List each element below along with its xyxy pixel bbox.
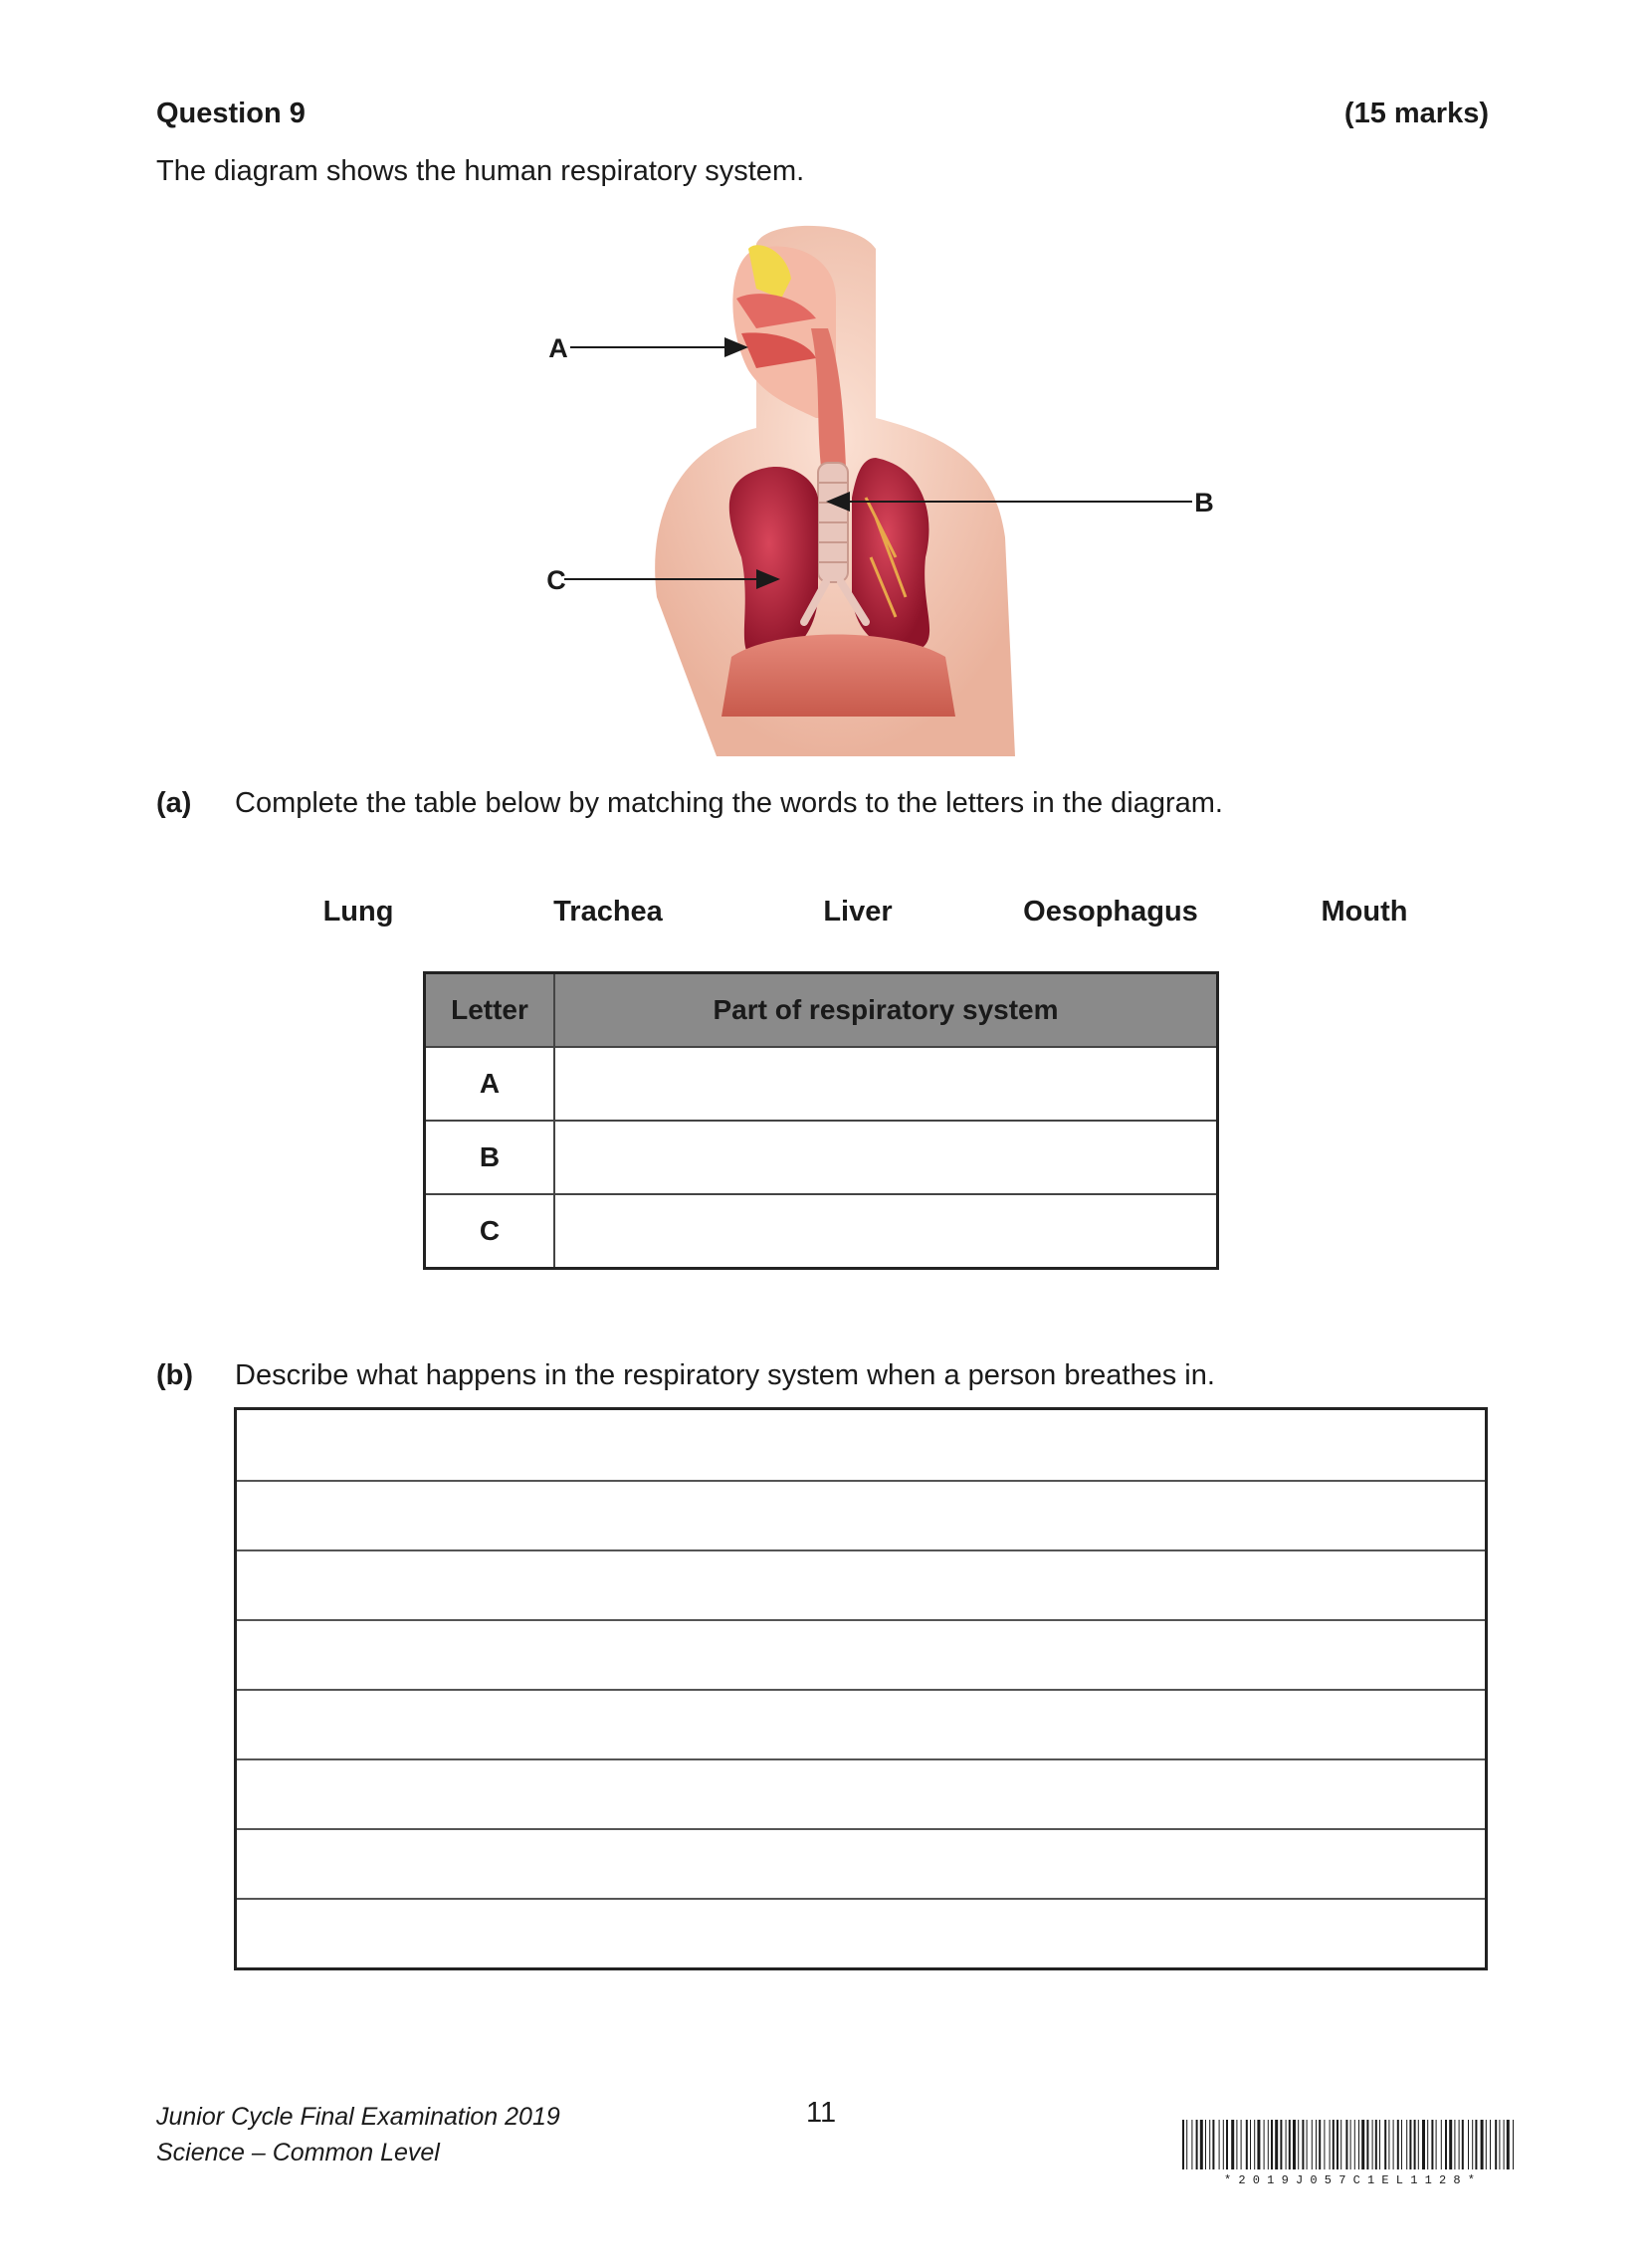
answer-writing-box[interactable] [234, 1407, 1488, 1970]
barcode-text: * 2 0 1 9 J 0 5 7 C 1 E L 1 1 2 8 * [1223, 2173, 1476, 2187]
respiratory-system-diagram [0, 0, 1646, 796]
barcode-bar [1490, 2120, 1491, 2169]
barcode-bar [1226, 2120, 1228, 2169]
barcode-bar [1200, 2120, 1203, 2169]
answer-table [423, 971, 1219, 1270]
page-number: 11 [806, 2097, 837, 2129]
answer-cell-c[interactable] [554, 1194, 1218, 1269]
barcode-bar [1205, 2120, 1206, 2169]
barcode-bar [1449, 2120, 1452, 2169]
table-row [425, 1121, 1218, 1194]
barcode-bar [1246, 2120, 1248, 2169]
row-letter: B [425, 1121, 555, 1194]
label-b: B [1194, 488, 1214, 517]
answer-line [237, 1619, 1485, 1621]
barcode-bar [1409, 2120, 1411, 2169]
barcode-bar [1231, 2120, 1234, 2169]
header-letter: Letter [425, 973, 555, 1048]
barcode-bar [1507, 2120, 1510, 2169]
barcode-bar [1293, 2120, 1296, 2169]
barcode-bar [1312, 2120, 1313, 2169]
part-a-label: (a) [156, 787, 192, 819]
barcode-bar [1340, 2120, 1341, 2169]
label-c: C [546, 565, 566, 595]
barcode-bar [1333, 2120, 1335, 2169]
barcode-bar [1414, 2120, 1416, 2169]
answer-line [237, 1689, 1485, 1691]
barcode-bar [1459, 2120, 1460, 2169]
barcode-bar [1330, 2120, 1331, 2169]
barcode-bar [1427, 2120, 1428, 2169]
barcode-bar [1372, 2120, 1373, 2169]
barcode-bar [1499, 2120, 1500, 2169]
word-oesophagus: Oesophagus [1023, 896, 1198, 928]
table-row [425, 1047, 1218, 1121]
barcode-bar [1298, 2120, 1299, 2169]
barcode [1180, 2118, 1519, 2187]
answer-line [237, 1828, 1485, 1830]
barcode-bar [1289, 2120, 1291, 2169]
barcode-bar [1271, 2120, 1273, 2169]
barcode-bar [1196, 2120, 1198, 2169]
barcode-bar [1397, 2120, 1399, 2169]
header-part: Part of respiratory system [554, 973, 1218, 1048]
answer-line [237, 1480, 1485, 1482]
question-intro: The diagram shows the human respiratory system. [156, 155, 805, 187]
barcode-bar [1454, 2120, 1455, 2169]
row-letter: A [425, 1047, 555, 1121]
barcode-bar [1366, 2120, 1368, 2169]
barcode-bar [1361, 2120, 1364, 2169]
answer-line [237, 1758, 1485, 1760]
row-letter: C [425, 1194, 555, 1269]
barcode-bar [1236, 2120, 1237, 2169]
barcode-bar [1275, 2120, 1278, 2169]
part-b-instruction: Describe what happens in the respiratory system when a person breathes in. [235, 1359, 1215, 1391]
barcode-bar [1191, 2120, 1192, 2169]
footer-exam-info [156, 2099, 560, 2170]
barcode-bar [1481, 2120, 1484, 2169]
barcode-bar [1182, 2120, 1184, 2169]
barcode-bar [1316, 2120, 1317, 2169]
barcode-bar [1486, 2120, 1487, 2169]
word-mouth: Mouth [1321, 896, 1408, 928]
word-liver: Liver [823, 896, 893, 928]
barcode-bar [1441, 2120, 1442, 2169]
barcode-bar [1472, 2120, 1473, 2169]
barcode-bar [1286, 2120, 1287, 2169]
barcode-bar [1250, 2120, 1251, 2169]
question-title: Question 9 [156, 98, 306, 129]
barcode-bar [1345, 2120, 1347, 2169]
answer-cell-a[interactable] [554, 1047, 1218, 1121]
barcode-bar [1254, 2120, 1255, 2169]
barcode-bar [1219, 2120, 1220, 2169]
barcode-bar [1422, 2120, 1425, 2169]
word-bank [0, 896, 1646, 935]
barcode-bar [1393, 2120, 1394, 2169]
barcode-bar [1513, 2120, 1514, 2169]
barcode-bar [1337, 2120, 1338, 2169]
barcode-bar [1209, 2120, 1210, 2169]
barcode-bar [1436, 2120, 1437, 2169]
barcode-bar [1406, 2120, 1407, 2169]
table-header-row [425, 973, 1218, 1048]
barcode-bar [1431, 2120, 1433, 2169]
part-a-instruction: Complete the table below by matching the words to the letters in the diagram. [235, 787, 1223, 819]
barcode-bar [1241, 2120, 1242, 2169]
answer-line [237, 1549, 1485, 1551]
barcode-bar [1354, 2120, 1355, 2169]
barcode-bar [1379, 2120, 1380, 2169]
barcode-bar [1302, 2120, 1304, 2169]
barcode-bar [1324, 2120, 1325, 2169]
barcode-bar [1268, 2120, 1269, 2169]
barcode-bar [1384, 2120, 1386, 2169]
word-trachea: Trachea [553, 896, 663, 928]
barcode-bar [1495, 2120, 1497, 2169]
barcode-bar [1358, 2120, 1359, 2169]
barcode-bar [1418, 2120, 1419, 2169]
answer-cell-b[interactable] [554, 1121, 1218, 1194]
footer-subject: Science – Common Level [156, 2139, 440, 2166]
barcode-bar [1280, 2120, 1282, 2169]
barcode-bar [1186, 2120, 1187, 2169]
barcode-bar [1223, 2120, 1224, 2169]
barcode-bar [1388, 2120, 1389, 2169]
footer-exam: Junior Cycle Final Examination 2019 [156, 2103, 560, 2131]
label-a: A [548, 333, 568, 363]
barcode-bar [1375, 2120, 1377, 2169]
barcode-bar [1307, 2120, 1308, 2169]
question-marks: (15 marks) [1343, 98, 1489, 129]
barcode-bar [1475, 2120, 1477, 2169]
answer-line [237, 1898, 1485, 1900]
barcode-bar [1468, 2120, 1469, 2169]
word-lung: Lung [322, 896, 394, 928]
barcode-bar [1445, 2120, 1447, 2169]
barcode-bar [1401, 2120, 1402, 2169]
barcode-bar [1504, 2120, 1505, 2169]
torso-illustration [655, 226, 1015, 756]
barcode-bar [1462, 2120, 1464, 2169]
barcode-bar [1264, 2120, 1265, 2169]
barcode-bar [1350, 2120, 1351, 2169]
barcode-bar [1212, 2120, 1214, 2169]
barcode-bar [1257, 2120, 1260, 2169]
barcode-bar [1319, 2120, 1321, 2169]
table-row [425, 1194, 1218, 1269]
part-b-label: (b) [156, 1359, 194, 1391]
